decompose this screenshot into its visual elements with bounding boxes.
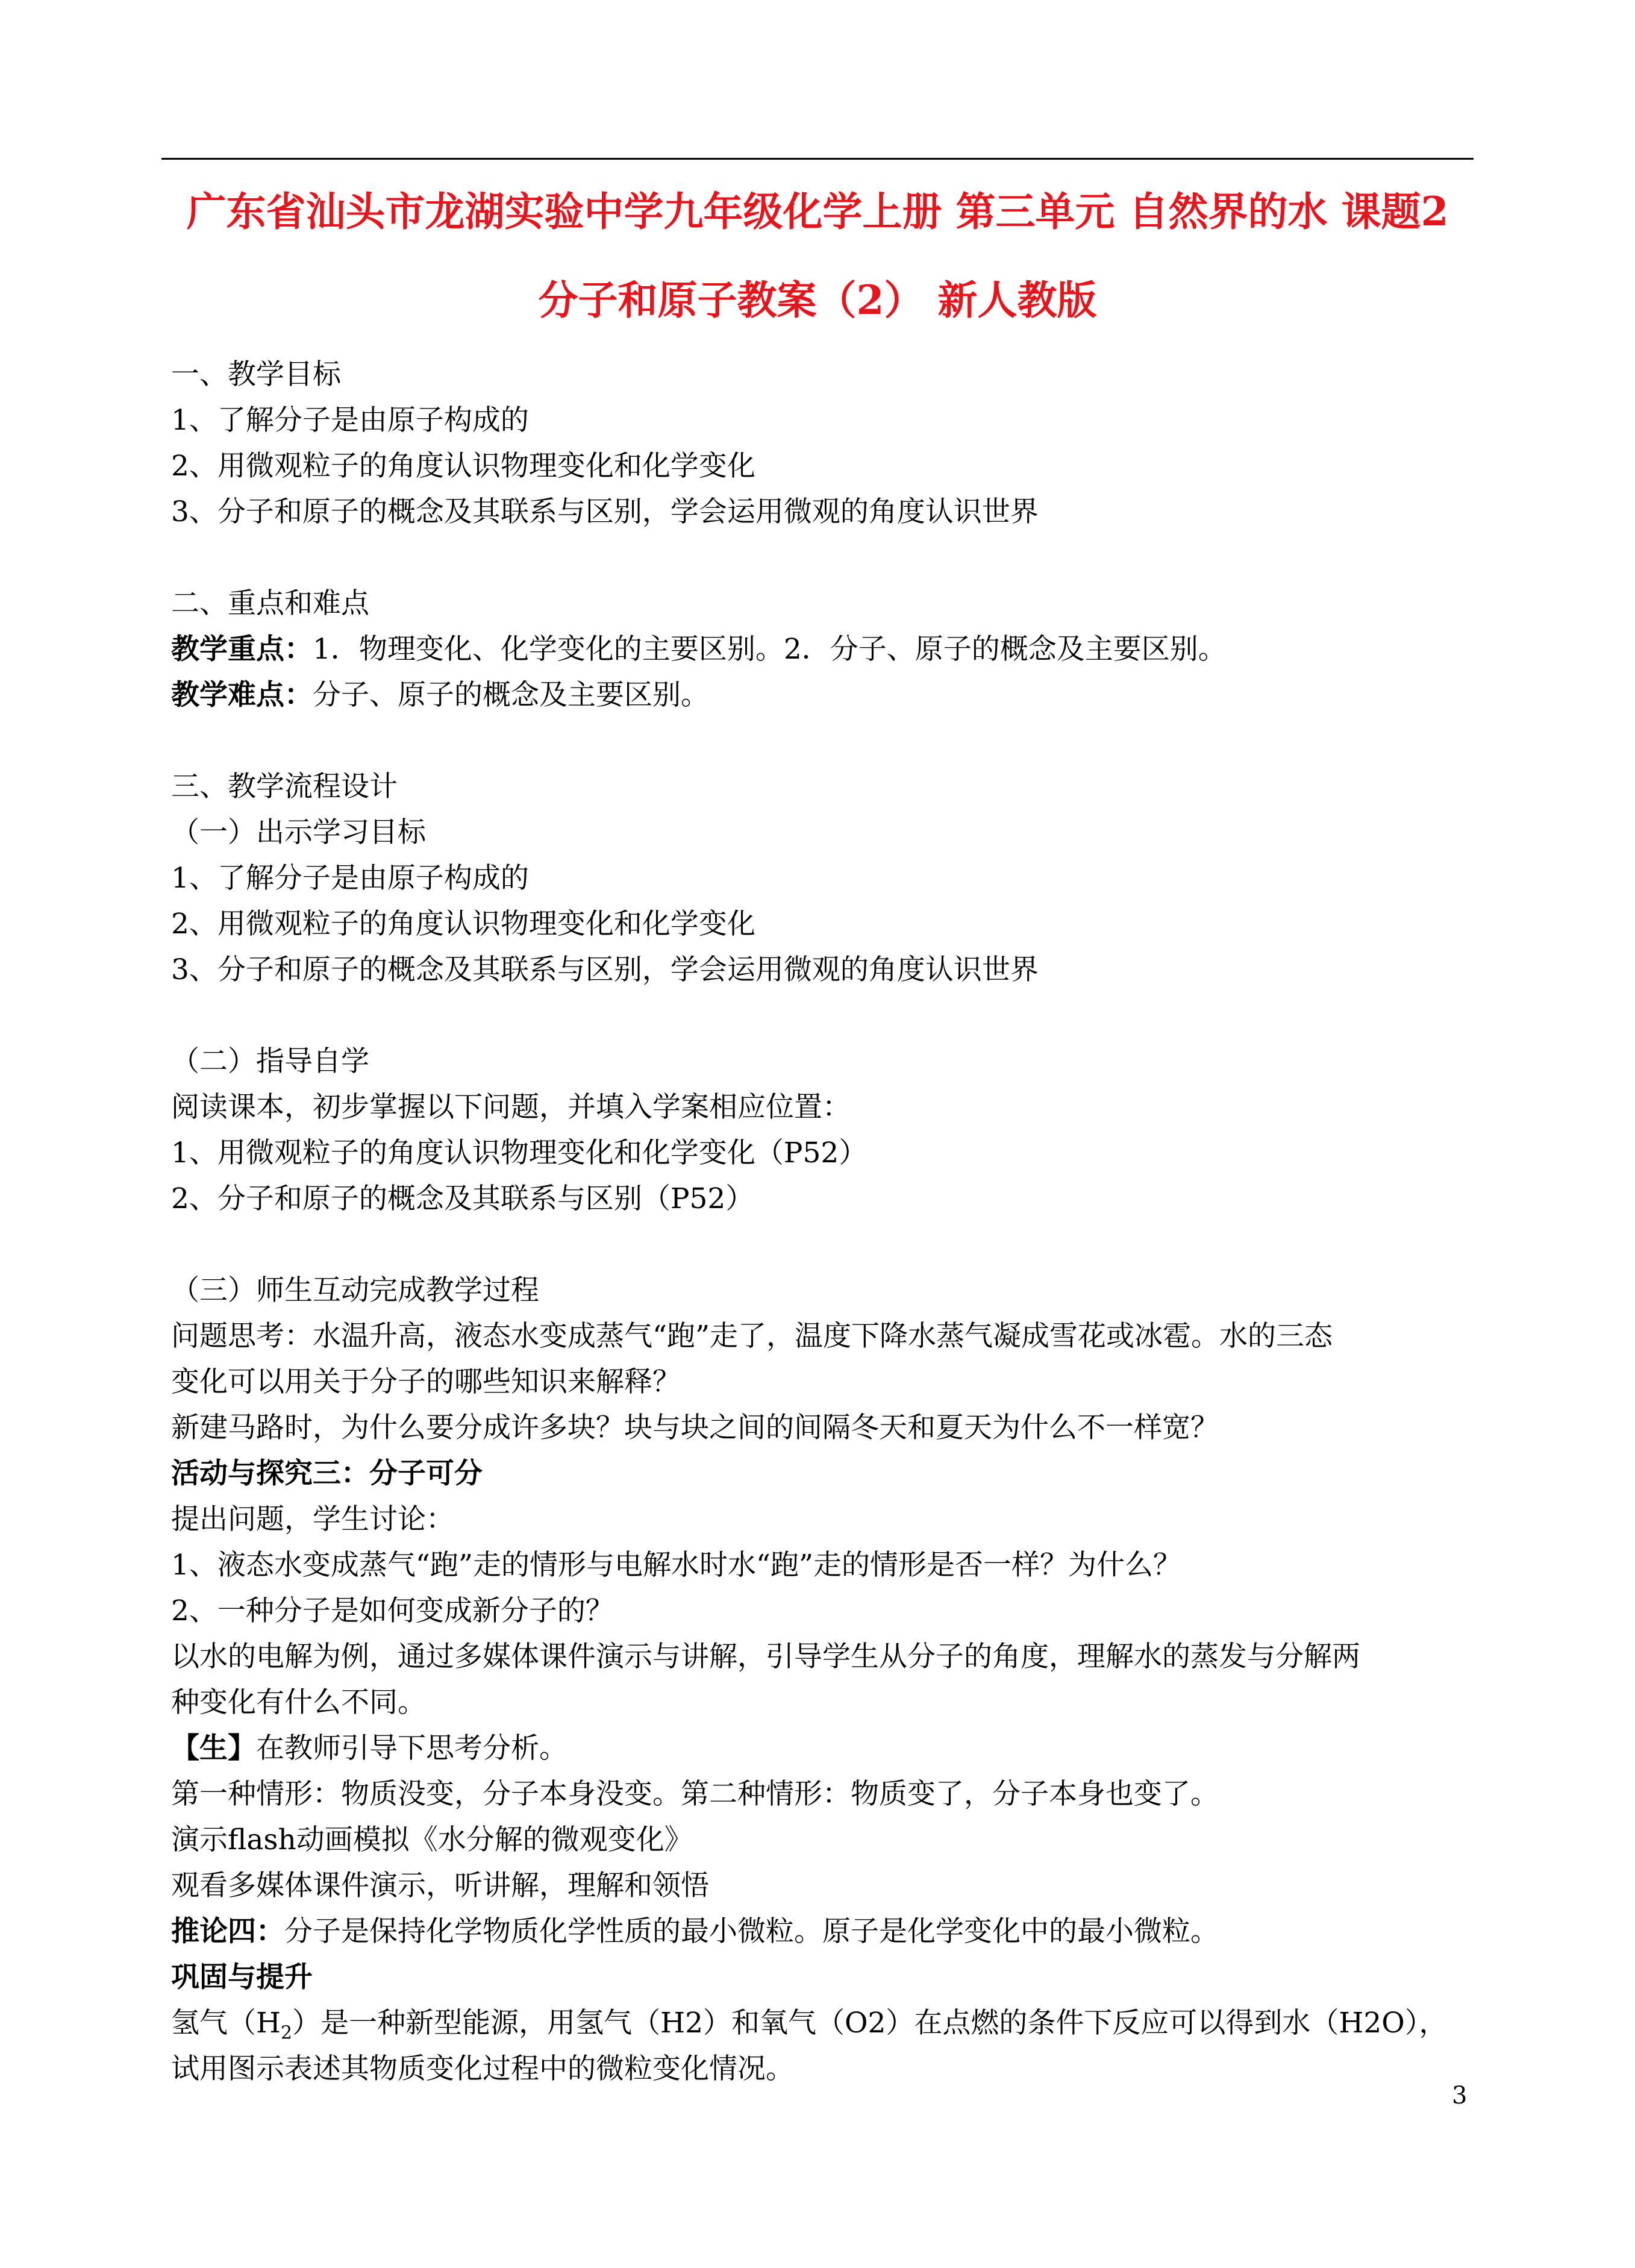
inference-line — [171, 1909, 1466, 1955]
list-item: 2、一种分子是如何变成新分子的？ — [171, 1594, 614, 1627]
subsection-heading: （三）师生互动完成教学过程 — [171, 1274, 539, 1307]
list-item: 2、分子和原子的概念及其联系与区别（P52） — [171, 1182, 754, 1215]
student-line — [171, 1726, 1466, 1771]
list-item: 3、分子和原子的概念及其联系与区别，学会运用微观的角度认识世界 — [171, 953, 1039, 986]
page-number: 3 — [1452, 2082, 1468, 2110]
paragraph-line: 变化可以用关于分子的哪些知识来解释？ — [171, 1365, 681, 1399]
paragraph-line: 试用图示表述其物质变化过程中的微粒变化情况。 — [171, 2052, 794, 2085]
paragraph-line: 观看多媒体课件演示，听讲解，理解和领悟 — [171, 1869, 709, 1902]
inference-label: 推论四： — [171, 1915, 284, 1948]
section-heading: 二、重点和难点 — [171, 587, 369, 620]
difficulty-label: 教学难点： — [171, 678, 313, 712]
section-heading: 三、教学流程设计 — [171, 770, 398, 803]
paragraph-line: 新建马路时，为什么要分成许多块？块与块之间的间隔冬天和夏天为什么不一样宽？ — [171, 1411, 1219, 1444]
list-item: 3、分子和原子的概念及其联系与区别，学会运用微观的角度认识世界 — [171, 495, 1039, 528]
document-body — [171, 352, 1466, 2092]
paragraph-line: 问题思考：水温升高，液态水变成蒸气“跑”走了，温度下降水蒸气凝成雪花或冰雹。水的三态 — [171, 1320, 1333, 1353]
key-point-text: 1．物理变化、化学变化的主要区别。2．分子、原子的概念及主要区别。 — [313, 633, 1227, 666]
paragraph-line: 演示flash动画模拟《水分解的微观变化》 — [171, 1823, 693, 1856]
hydrogen-subscript: 2 — [281, 2022, 293, 2044]
student-text: 在教师引导下思考分析。 — [256, 1732, 567, 1765]
subsection-heading: （二）指导自学 — [171, 1045, 369, 1078]
list-item: 1、了解分子是由原子构成的 — [171, 862, 529, 895]
key-point-line — [171, 627, 1466, 672]
paragraph-line: 第一种情形：物质没变，分子本身没变。第二种情形：物质变了，分子本身也变了。 — [171, 1778, 1219, 1811]
paragraph-line: 阅读课本，初步掌握以下问题，并填入学案相应位置： — [171, 1091, 851, 1124]
activity-heading: 活动与探究三：分子可分 — [171, 1457, 483, 1490]
subsection-heading: （一）出示学习目标 — [171, 816, 426, 849]
list-item: 1、用微观粒子的角度认识物理变化和化学变化（P52） — [171, 1136, 868, 1170]
header-rule — [161, 158, 1474, 160]
hydrogen-line — [171, 2000, 1466, 2046]
inference-text: 分子是保持化学物质化学性质的最小微粒。原子是化学变化中的最小微粒。 — [284, 1915, 1219, 1948]
document-title-line-2: 分子和原子教案（2） 新人教版 — [538, 277, 1097, 324]
difficulty-text: 分子、原子的概念及主要区别。 — [313, 678, 709, 712]
hydrogen-rest: ）是一种新型能源，用氢气（H2）和氧气（O2）在点燃的条件下反应可以得到水（H2O）， — [292, 2006, 1448, 2040]
hydrogen-prefix: 氢气（H — [171, 2006, 281, 2040]
key-point-label: 教学重点： — [171, 633, 313, 666]
list-item: 2、用微观粒子的角度认识物理变化和化学变化 — [171, 450, 755, 483]
section-heading: 一、教学目标 — [171, 358, 341, 391]
list-item: 2、用微观粒子的角度认识物理变化和化学变化 — [171, 907, 755, 941]
list-item: 1、了解分子是由原子构成的 — [171, 404, 529, 437]
student-label: 【生】 — [171, 1732, 256, 1765]
consolidate-heading: 巩固与提升 — [171, 1961, 313, 1994]
list-item: 1、液态水变成蒸气“跑”走的情形与电解水时水“跑”走的情形是否一样？为什么？ — [171, 1549, 1182, 1582]
paragraph-line: 种变化有什么不同。 — [171, 1686, 426, 1719]
difficulty-line — [171, 672, 1466, 718]
document-title-line-1: 广东省汕头市龙湖实验中学九年级化学上册 第三单元 自然界的水 课题2 — [186, 188, 1449, 235]
paragraph-line: 以水的电解为例，通过多媒体课件演示与讲解，引导学生从分子的角度，理解水的蒸发与分解两 — [171, 1640, 1360, 1673]
paragraph-line: 提出问题，学生讨论： — [171, 1503, 454, 1536]
